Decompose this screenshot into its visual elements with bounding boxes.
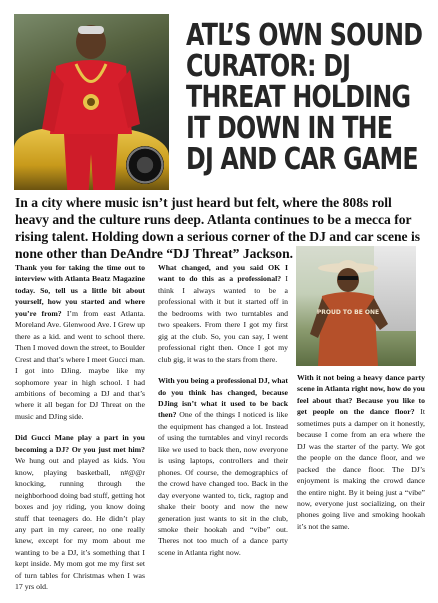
interview-answer: It sometimes puts a damper on it honestly, because I come from an era where the DJ was the starter of the party. We got the people on the dance floor, and we packed the dance floor. The DJ’s enjoyment is making the crowd dance the entire night. By it being just a “vibe” now, everyone just socializing, on their phones going live and smoking hookah it’s not the same. bbox=[297, 407, 426, 531]
shirt-text: PROUD TO BE ONE bbox=[316, 309, 380, 316]
interview-question: Did Gucci Mane play a part in you becoming a DJ? Or you just met him? bbox=[15, 433, 145, 454]
interview-paragraph bbox=[158, 262, 288, 365]
interview-answer: I’m from east Atlanta. Moreland Ave. Glenwood Ave. I Grew up there as a kid. and went to school there. Then I moved down the street, to Boulder Crest and that’s where I meet Gucci man. I got into DJing. maybe like my sophomore year in high school. I had ambitions of becoming a DJ and that’s where it all began for DJ Threat on the music and DJing side. bbox=[15, 308, 146, 421]
interview-paragraph bbox=[15, 262, 145, 422]
interview-question: Thank you for taking the time out to interview with Atlanta Beatz Magazine today. So, tell us a little bit about yourself, how you started and where you’re from? bbox=[15, 263, 145, 318]
interview-paragraph bbox=[158, 375, 288, 558]
article-column-1 bbox=[15, 262, 145, 603]
interview-answer: I think I always wanted to be a professional with it but it started off in the bedrooms with two turntables and two speakers. From there I got my first gig at the club. So, you can say, I went professional right then. Once I got my club gig, it was to the stars from there. bbox=[158, 274, 288, 364]
interview-paragraph bbox=[15, 432, 145, 592]
interview-paragraph bbox=[297, 372, 425, 532]
interview-question: What changed, and you said OK I want to do this as a professional? bbox=[158, 263, 288, 284]
interview-answer: One of the things I noticed is like the equipment has changed a lot. Instead of using the turntables and vinyl records like we used to back then, now everyone is using laptops, controllers and their phones. Of course, the demographics of the crowd have changed too. Back in the day everyone wanted to, tick, ragtop and shake their booty and now the new generation just wants to sit in the club, smoke their hookah and “vibe” out. Theres not too much of a dance party scene in Atlanta right now. bbox=[158, 410, 288, 557]
person-cowboy-hat bbox=[308, 254, 392, 366]
dj-threat-photo bbox=[14, 14, 169, 190]
interview-answer: We hung out and played as kids. You know, playing basketball, n#@@r knocking, running through the neighborhood doing bad stuff, getting hot boxes and joy riding, you know doing stuff that teenagers do. He didn’t play any part in my career, no one really knew, except for my mom about me wanting to be a DJ, it’s something that I kept inside. My mom got me my first set of turn tables for Christmas when I was 17 yrs old. bbox=[15, 456, 145, 592]
article-headline: ATL’S OWN SOUND CURATOR: DJ THREAT HOLDING IT DOWN IN THE DJ AND CAR GAME bbox=[186, 18, 423, 177]
person-red-tracksuit bbox=[42, 24, 140, 190]
article-intro: In a city where music isn’t just heard but felt, where the 808s roll heavy and the culture runs deep. Atlanta continues to be a mecca for rising talent. Holding down a serious corner of the DJ and car scene is none other than DeAndre “DJ Threat” Jackson. bbox=[15, 195, 421, 261]
interview-question: With you being a professional DJ, what do you think has changed, because DJing isn’t what it used to be back then? bbox=[158, 376, 288, 420]
article-column-2 bbox=[158, 262, 288, 568]
dj-threat-cowboy-photo bbox=[296, 246, 416, 366]
article-column-3 bbox=[297, 372, 425, 542]
interview-question: With it not being a heavy dance party scene in Atlanta right now, how do you feel about that? Because you like to get people on the dance floor? bbox=[297, 373, 425, 417]
